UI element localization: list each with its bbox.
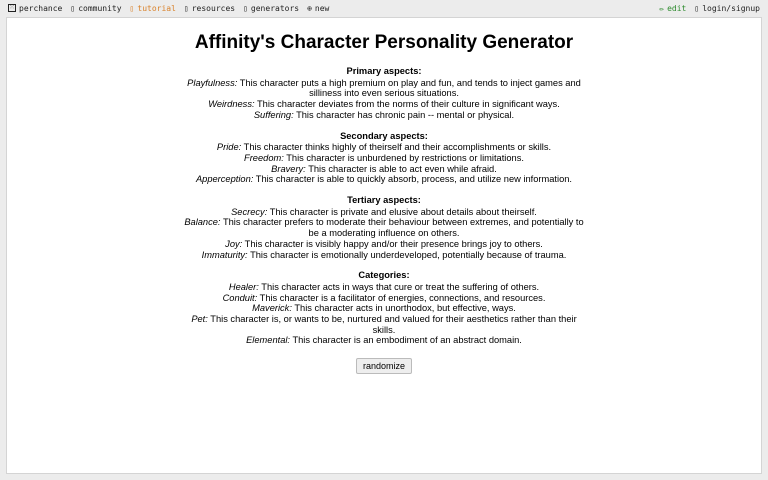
item-desc: This character thinks highly of theirself and their accomplishments or skills. (243, 142, 552, 153)
item-desc: This character is a facilitator of energies, connections, and resources. (259, 292, 546, 303)
community-link[interactable] (70, 4, 121, 13)
login-link[interactable] (694, 4, 760, 13)
generator-output-panel (6, 17, 762, 474)
section-heading: Secondary aspects: (340, 130, 428, 141)
list-item (184, 78, 584, 99)
item-term: Weirdness: (208, 99, 255, 110)
item-term: Conduit: (222, 292, 258, 303)
generators-link[interactable] (243, 4, 299, 13)
list-item (184, 293, 584, 304)
item-term: Healer: (228, 281, 259, 292)
item-desc: This character acts in unorthodox, but effective, ways. (294, 303, 516, 314)
page-title: Affinity's Character Personality Generator (194, 32, 574, 53)
list-item (184, 250, 584, 261)
item-term: Apperception: (195, 174, 254, 185)
item-term: Balance: (184, 217, 221, 228)
edit-link[interactable] (659, 4, 686, 13)
item-desc: This character is unburdened by restrictions or limitations. (286, 152, 524, 163)
login-label: login/signup (702, 3, 760, 13)
section-categories (184, 270, 584, 346)
new-link[interactable] (307, 4, 329, 13)
list-item (184, 335, 584, 346)
resources-label: resources (191, 3, 236, 13)
tutorial-icon: ▯ (129, 3, 135, 13)
section-tertiary (184, 195, 584, 260)
new-label: new (314, 3, 330, 13)
item-term: Pride: (216, 142, 242, 153)
item-term: Joy: (225, 238, 243, 249)
community-icon: ▯ (70, 3, 76, 13)
site-home-link[interactable] (8, 4, 62, 13)
dice-logo-icon: ⁙ (9, 4, 15, 11)
item-term: Immaturity: (201, 249, 248, 260)
list-item (184, 110, 584, 121)
item-term: Bravery: (271, 163, 306, 174)
pencil-icon: ✏ (659, 3, 665, 13)
item-desc: This character is an embodiment of an abstract domain. (292, 335, 522, 346)
top-nav-right (659, 4, 760, 13)
list-item (184, 153, 584, 164)
list-item (184, 282, 584, 293)
item-term: Elemental: (246, 335, 291, 346)
section-primary (184, 66, 584, 121)
randomize-button[interactable]: randomize (356, 358, 412, 374)
item-desc: This character is able to act even while afraid. (308, 163, 497, 174)
list-item (184, 207, 584, 218)
section-heading: Primary aspects: (346, 66, 422, 76)
list-item (184, 239, 584, 250)
site-name: perchance (19, 3, 63, 13)
section-heading: Categories: (358, 270, 410, 281)
list-item (184, 174, 584, 185)
edit-label: edit (667, 3, 687, 13)
list-item (184, 164, 584, 175)
community-label: community (78, 3, 122, 13)
item-term: Suffering: (253, 109, 294, 120)
tutorial-link[interactable] (130, 4, 176, 13)
item-desc: This character has chronic pain -- mental or physical. (296, 109, 515, 120)
list-item (184, 99, 584, 110)
item-desc: This character is emotionally underdeveloped, potentially because of trauma. (250, 249, 567, 260)
top-nav (0, 0, 768, 16)
tutorial-label: tutorial (137, 3, 176, 13)
item-desc: This character puts a high premium on play and fun, and tends to inject games and silliness into even serious situations. (239, 77, 581, 99)
item-desc: This character is private and elusive about details about theirself. (269, 206, 537, 217)
item-term: Freedom: (244, 152, 284, 163)
section-heading: Tertiary aspects: (347, 195, 421, 206)
resources-link[interactable] (184, 4, 235, 13)
item-desc: This character prefers to moderate their behaviour between extremes, and potentially to be a moderating influence on others. (222, 217, 584, 239)
item-desc: This character deviates from the norms of their culture in significant ways. (256, 99, 560, 110)
generators-label: generators (250, 3, 300, 13)
item-term: Playfulness: (187, 77, 238, 88)
item-term: Pet: (191, 314, 208, 325)
list-item (184, 314, 584, 335)
list-item (184, 142, 584, 153)
item-desc: This character acts in ways that cure or treat the suffering of others. (261, 281, 540, 292)
plus-circle-icon: ⊕ (307, 3, 312, 13)
section-secondary (184, 131, 584, 186)
generators-icon: ▯ (243, 3, 248, 13)
item-desc: This character is visibly happy and/or their presence brings joy to others. (244, 238, 543, 249)
item-term: Secrecy: (231, 206, 268, 217)
top-nav-left (8, 4, 329, 13)
item-desc: This character is, or wants to be, nurtured and valued for their aesthetics rather than their skills. (210, 314, 577, 335)
resources-icon: ▯ (183, 3, 189, 13)
item-term: Maverick: (252, 303, 292, 314)
list-item (184, 303, 584, 314)
login-icon: ▯ (694, 3, 700, 13)
list-item (184, 217, 584, 238)
item-desc: This character is able to quickly absorb, process, and utilize new information. (255, 174, 573, 185)
